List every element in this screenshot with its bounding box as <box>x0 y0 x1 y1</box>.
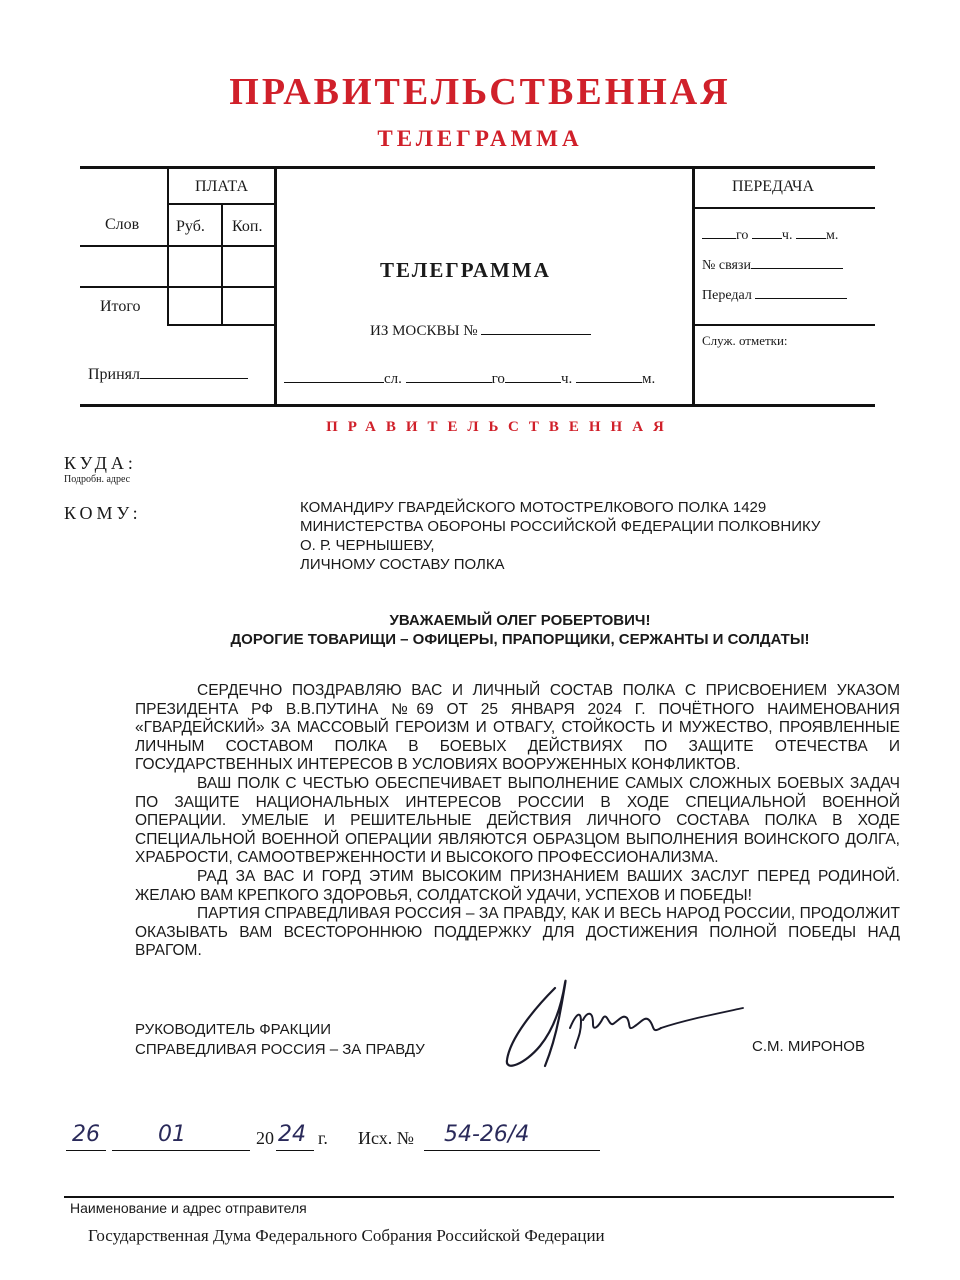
peredal-label: Передал <box>702 288 752 303</box>
sl-label: сл. <box>384 371 402 387</box>
from-label: ИЗ МОСКВЫ № <box>370 323 478 339</box>
form-top-border <box>80 166 875 169</box>
from-field <box>370 320 591 340</box>
sluzh-line <box>692 324 875 326</box>
peredacha-label: ПЕРЕДАЧА <box>732 178 814 195</box>
plata-row-line-2 <box>80 286 275 288</box>
greeting-line-2: ДОРОГИЕ ТОВАРИЩИ – ОФИЦЕРЫ, ПРАПОРЩИКИ, СЕРЖАНТЫ И СОЛДАТЫ! <box>230 631 810 648</box>
year-prefix: 20 <box>256 1128 274 1148</box>
m2-label: м. <box>825 228 839 243</box>
address-line: КОМАНДИРУ ГВАРДЕЙСКОГО МОТОСТРЕЛКОВОГО ПОЛКА 1429 <box>300 499 767 516</box>
plata-mid-border <box>221 203 223 326</box>
peredacha-header-line <box>692 207 875 209</box>
sender-label: Наименование и адрес отправителя <box>70 1200 307 1216</box>
ref-label: Исх. № <box>358 1128 414 1148</box>
year-suffix: 24 <box>278 1122 306 1147</box>
go2-label: го <box>736 228 749 243</box>
body-paragraph: ПАРТИЯ СПРАВЕДЛИВАЯ РОССИЯ – ЗА ПРАВДУ, КАК И ВЕСЬ НАРОД РОССИИ, ПРОДОЛЖИТ ОКАЗЫВАТЬ ВАМ ВСЕСТОРОННЮЮ ПОДДЕРЖКУ ДЛЯ ДОСТИЖЕНИЯ ПОЛНОЙ ПОБЕДЫ НАД ВРАГОМ. <box>135 905 900 960</box>
body-paragraph: СЕРДЕЧНО ПОЗДРАВЛЯЮ ВАС И ЛИЧНЫЙ СОСТАВ ПОЛКА С ПРИСВОЕНИЕМ УКАЗОМ ПРЕЗИДЕНТА РФ В.В.ПУТИНА №69 ОТ 25 ЯНВАРЯ 2024 Г. ПОЧЁТНОГО НАИМЕНОВАНИЯ «ГВАРДЕЙСКИЙ» ЗА МАССОВЫЙ ГЕРОИЗМ И ОТВАГУ, СТОЙКОСТЬ И МУЖЕСТВО, ПРОЯВЛЕННЫЕ ЛИЧНЫМ СОСТАВОМ ПОЛКА В БОЕВЫХ ДЕЙСТВИЯХ ПО ЗАЩИТЕ ОТЕЧЕСТВА И ГОСУДАРСТВЕННЫХ ИНТЕРЕСОВ В УСЛОВИЯХ ВООРУЖЕННЫХ КОНФЛИКТОВ. <box>135 682 900 774</box>
from-blank <box>481 320 591 335</box>
date-line <box>66 1122 626 1162</box>
peredal-field <box>702 284 847 304</box>
position-line-2: СПРАВЕДЛИВАЯ РОССИЯ – ЗА ПРАВДУ <box>135 1041 425 1058</box>
center-title: ТЕЛЕГРАММА <box>380 258 551 282</box>
recipient-address <box>300 498 820 574</box>
prinyal-label: Принял <box>88 366 141 383</box>
prinyal-blank <box>140 364 248 379</box>
form-bottom-border <box>80 404 875 407</box>
sluzh-label: Служ. отметки: <box>702 333 788 348</box>
position-line-1: РУКОВОДИТЕЛЬ ФРАКЦИИ <box>135 1021 332 1038</box>
greeting-line-1: УВАЖАЕМЫЙ ОЛЕГ РОБЕРТОВИЧ! <box>389 612 651 629</box>
message-body <box>135 682 900 961</box>
itogo-label: Итого <box>100 298 141 315</box>
kuda-label: КУДА: <box>64 453 137 473</box>
komu-label: КОМУ: <box>64 503 142 523</box>
sent-time-field <box>284 368 655 388</box>
address-line: ЛИЧНОМУ СОСТАВУ ПОЛКА <box>300 556 505 573</box>
plata-row-line-1 <box>80 245 275 247</box>
header-title: ПРАВИТЕЛЬСТВЕННАЯ <box>229 71 731 113</box>
date-month: 01 <box>158 1122 186 1147</box>
header-subtitle: ТЕЛЕГРАММА <box>377 126 583 151</box>
sender-divider <box>64 1196 894 1198</box>
body-paragraph: ВАШ ПОЛК С ЧЕСТЬЮ ОБЕСПЕЧИВАЕТ ВЫПОЛНЕНИЕ САМЫХ СЛОЖНЫХ БОЕВЫХ ЗАДАЧ ПО ЗАЩИТЕ НАЦИОНАЛЬНЫХ ИНТЕРЕСОВ РОССИИ В ХОДЕ СПЕЦИАЛЬНОЙ ВОЕННОЙ ОПЕРАЦИИ. УМЕЛЫЕ И РЕШИТЕЛЬНЫЕ ДЕЙСТВИЯ ЛИЧНОГО СОСТАВА ПОЛКА В ХОДЕ СПЕЦИАЛЬНОЙ ВОЕННОЙ ОПЕРАЦИИ ЯВЛЯЮТСЯ ОБРАЗЦОМ ВЫПОЛНЕНИЯ ВОИНСКОГО ДОЛГА, ХРАБРОСТИ, САМООТВЕРЖЕННОСТИ И ВЫСОКОГО ПРОФЕССИОНАЛИЗМА. <box>135 774 900 867</box>
address-line: МИНИСТЕРСТВА ОБОРОНЫ РОССИЙСКОЙ ФЕДЕРАЦИИ ПОЛКОВНИКУ <box>300 518 821 535</box>
date-day: 26 <box>72 1122 100 1147</box>
slov-label: Слов <box>105 216 140 233</box>
year-g: г. <box>318 1128 328 1148</box>
go-label: го <box>491 371 505 387</box>
plata-bottom-line <box>167 324 275 326</box>
type-label: ПРАВИТЕЛЬСТВЕННАЯ <box>326 419 674 435</box>
ref-number: 54-26/4 <box>444 1122 530 1147</box>
svyazi-field <box>702 254 843 274</box>
prinyal-field <box>88 364 248 384</box>
svyazi-label: № связи <box>702 258 751 273</box>
handwritten-signature <box>495 968 755 1078</box>
kop-label: Коп. <box>232 218 263 235</box>
m-label: м. <box>641 371 656 387</box>
kuda-sub: Подробн. адрес <box>64 474 131 485</box>
form-center-right-border <box>692 166 695 407</box>
address-line: О. Р. ЧЕРНЫШЕВУ, <box>300 537 435 554</box>
signatory-name: С.М. МИРОНОВ <box>752 1038 865 1055</box>
ch2-label: ч. <box>781 228 793 243</box>
sender-name: Государственная Дума Федерального Собрания Российской Федерации <box>88 1226 605 1245</box>
rub-label: Руб. <box>176 218 205 235</box>
signatory-position <box>135 1020 425 1060</box>
plata-label: ПЛАТА <box>195 178 249 195</box>
body-paragraph: РАД ЗА ВАС И ГОРД ЭТИМ ВЫСОКИМ ПРИЗНАНИЕМ ВАШИХ ЗАСЛУГ ПЕРЕД РОДИНОЙ. ЖЕЛАЮ ВАМ КРЕПКОГО ЗДОРОВЬЯ, СОЛДАТСКОЙ УДАЧИ, УСПЕХОВ И ПОБЕДЫ! <box>135 867 900 904</box>
ch-label: ч. <box>560 371 573 387</box>
peredacha-time-field <box>702 224 838 244</box>
